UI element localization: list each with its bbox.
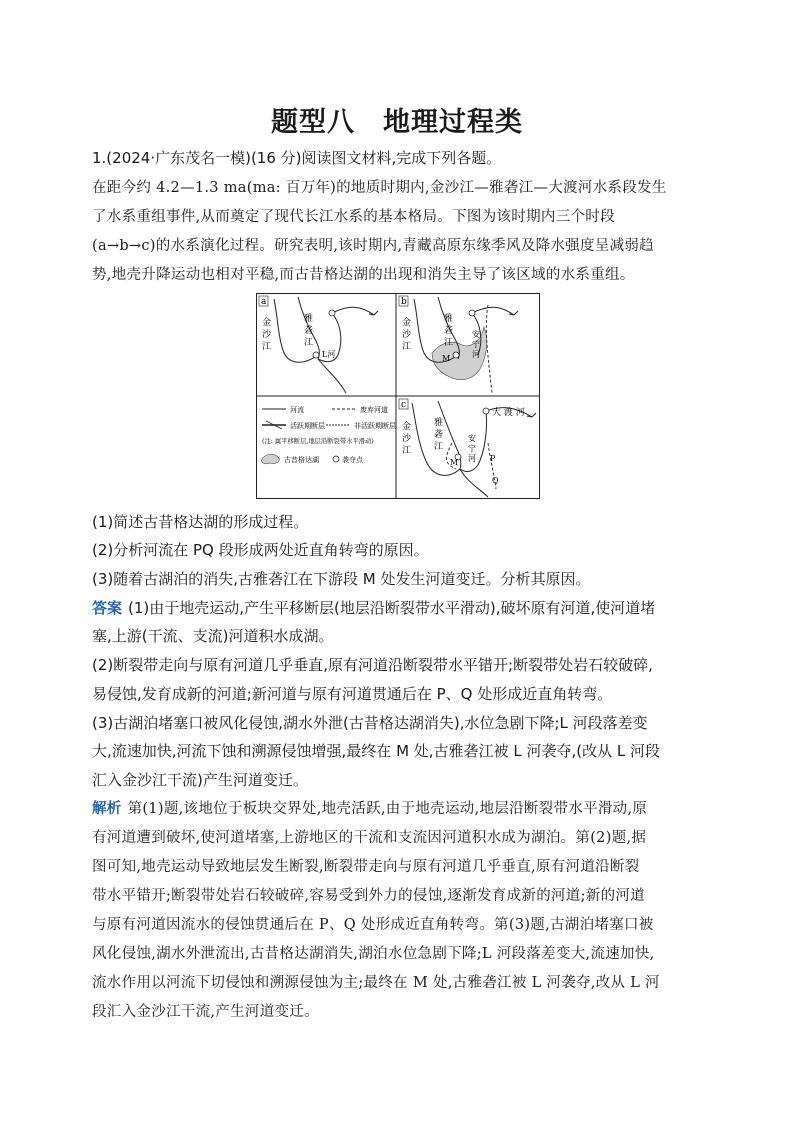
page-title: 题型八 地理过程类 (271, 107, 523, 138)
question-1: (1)简述古昔格达湖的形成过程。 (92, 513, 309, 531)
panel-c-label: c (401, 400, 407, 410)
dadu-label: 大 渡 河 (492, 408, 525, 418)
legend-abandoned: 废弃河道 (360, 406, 388, 414)
yalong-label-b (444, 312, 453, 348)
svg-text:金: 金 (402, 422, 412, 432)
answer-line: (3)古湖泊堵塞口被风化侵蚀,湖水外泄(古昔格达湖消失),水位急剧下降;L 河段落差变 (92, 714, 648, 732)
analysis-line: 图可知,地壳运动导致地层发生断裂,断裂带走向与原有河道几乎垂直,原有河道沿断裂 (92, 859, 640, 875)
answer-line: 易侵蚀,发育成新的河道;新河道与原有河道贯通后在 P、Q 处形成近直角转弯。 (92, 685, 613, 703)
svg-text:江: 江 (444, 338, 454, 348)
legend-inactive-fault: 非活跃期断层 (354, 422, 396, 430)
svg-text:宁: 宁 (472, 340, 480, 349)
answer-line: 汇入金沙江干流)产生河道变迁。 (92, 771, 308, 789)
panel-a-label: a (261, 297, 267, 307)
yalong-label-c (434, 416, 443, 452)
analysis-line: 有河道遭到破坏,使河道堵塞,上游地区的干流和支流因河道积水成为湖泊。第(2)题,据 (92, 830, 647, 846)
svg-text:江: 江 (262, 342, 272, 352)
svg-text:河: 河 (472, 350, 480, 359)
analysis-line: 流水作用以河流下切侵蚀和溯源侵蚀为主;最终在 M 处,古雅砻江被 L 河袭夺,改从 L 河 (92, 975, 660, 991)
legend-active-fault: 活跃期断层 (290, 422, 325, 430)
svg-text:沙: 沙 (402, 330, 412, 340)
legend-lake: 古昔格达湖 (284, 456, 319, 464)
svg-text:安: 安 (472, 330, 480, 339)
material-line: 了水系重组事件,从而奠定了现代长江水系的基本格局。下图为该时期内三个时段 (92, 209, 615, 225)
m-label-b: M (442, 354, 451, 363)
p-label: P (490, 454, 496, 463)
answer-line: 大,流速加快,河流下蚀和溯源侵蚀增强,最终在 M 处,古雅砻江被 L 河袭夺,(改从 L 河段 (92, 742, 660, 760)
legend-river: 河流 (290, 406, 304, 414)
material-line: (a→b→c)的水系演化过程。研究表明,该时期内,青藏高原东缘季风及降水强度呈减弱趋 (92, 238, 654, 254)
analysis-line: 带水平错开;断裂带处岩石较破碎,容易受到外力的侵蚀,逐渐发育成新的河道;新的河道 (92, 888, 645, 904)
analysis-line: 风化侵蚀,湖水外泄流出,古昔格达湖消失,湖泊水位急剧下降;L 河段落差变大,流速加快, (92, 946, 655, 962)
svg-text:砻: 砻 (434, 430, 444, 440)
svg-text:金: 金 (262, 318, 272, 328)
jinsha-label-b (402, 316, 412, 352)
q-label: Q (492, 476, 499, 485)
panel-b-label: b (401, 297, 407, 307)
answer-line: (2)断裂带走向与原有河道几乎垂直,原有河道沿断裂带水平错开;断裂带处岩石较破碎, (92, 656, 653, 674)
svg-text:沙: 沙 (262, 330, 272, 340)
legend-capture: 袭夺点 (342, 456, 363, 464)
svg-text:雅: 雅 (304, 314, 314, 324)
svg-text:河: 河 (468, 454, 476, 463)
analysis-line: 段汇入金沙江干流,产生河道变迁。 (92, 1004, 319, 1020)
analysis-line: 解析 第(1)题,该地位于板块交界处,地壳活跃,由于地壳运动,地层沿断裂带水平滑动,原 (92, 800, 648, 817)
svg-text:沙: 沙 (402, 434, 412, 444)
svg-text:宁: 宁 (468, 444, 476, 453)
svg-text:安: 安 (468, 434, 476, 443)
answer-line: 答案 (1)由于地壳运动,产生平移断层(地层沿断裂带水平滑动),破坏原有河道,使河道堵 (92, 599, 656, 617)
jinsha-label-a (262, 316, 272, 352)
material-line: 在距今约 4.2—1.3 ma(ma: 百万年)的地质时期内,金沙江—雅砻江—大渡河水系段发生 (92, 180, 667, 196)
svg-text:江: 江 (304, 338, 314, 348)
l-river-label-a: L河 (322, 350, 336, 359)
anning-label-b (472, 329, 480, 359)
svg-text:砻: 砻 (304, 326, 314, 336)
legend-note: (注: 属平移断层,地层沿断裂带水平滑动) (262, 438, 374, 445)
analysis-line: 与原有河道因流水的侵蚀贯通后在 P、Q 处形成近直角转弯。第(3)题,古湖泊堵塞口被 (92, 917, 654, 933)
svg-text:金: 金 (402, 318, 412, 328)
svg-text:砻: 砻 (444, 326, 454, 336)
yalong-label-a (304, 312, 313, 348)
svg-text:江: 江 (434, 442, 444, 452)
svg-text:江: 江 (402, 342, 412, 352)
river-evolution-figure (256, 293, 540, 499)
question-intro: 1.(2024·广东茂名一模)(16 分)阅读图文材料,完成下列各题。 (92, 149, 502, 167)
answer-label: 答案 (92, 599, 123, 617)
material-line: 势,地壳升降运动也相对平稳,而古昔格达湖的出现和消失主导了该区域的水系重组。 (92, 267, 635, 283)
analysis-label: 解析 (92, 800, 122, 817)
m-label-c: M (450, 458, 459, 467)
svg-text:雅: 雅 (444, 314, 454, 324)
anning-label-c (468, 433, 476, 463)
jinsha-label-c (402, 420, 412, 456)
answer-line: 塞,上游(干流、支流)河道积水成湖。 (92, 627, 334, 645)
svg-text:雅: 雅 (434, 418, 444, 428)
question-2: (2)分析河流在 PQ 段形成两处近直角转弯的原因。 (92, 541, 429, 559)
svg-text:江: 江 (402, 446, 412, 456)
question-3: (3)随着古湖泊的消失,古雅砻江在下游段 M 处发生河道变迁。分析其原因。 (92, 570, 591, 588)
